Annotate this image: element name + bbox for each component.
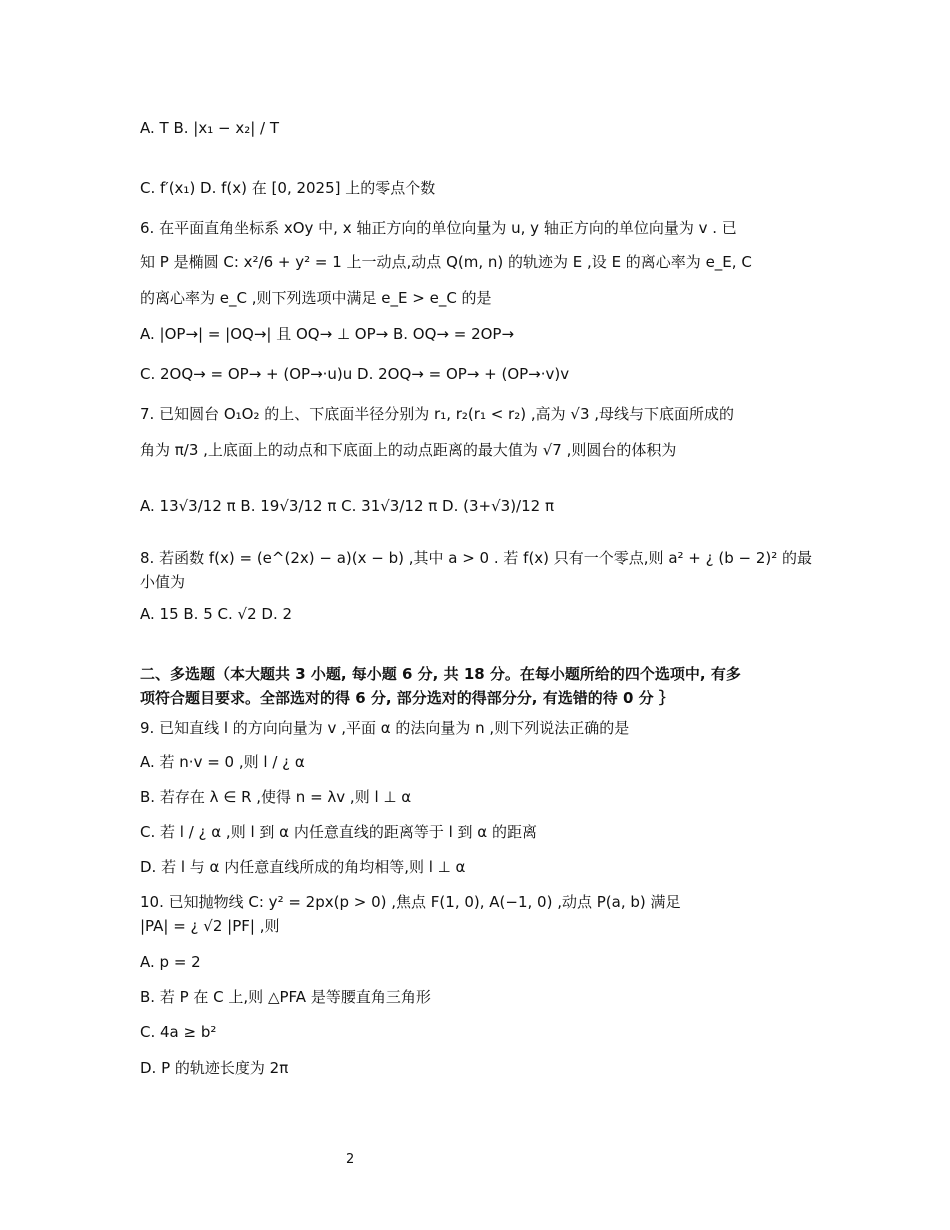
line-q10-l1: 10. 已知抛物线 C: y² = 2px(p > 0) ,焦点 F(1, 0), A(−1, 0) ,动点 P(a, b) 满足 <box>140 893 681 911</box>
line-q6-l3: 的离心率为 e_C ,则下列选项中满足 e_E > e_C 的是 <box>140 289 492 307</box>
line-q9-stem: 9. 已知直线 l 的方向向量为 v ,平面 α 的法向量为 n ,则下列说法正确的是 <box>140 719 630 737</box>
line-q9-d: D. 若 l 与 α 内任意直线所成的角均相等,则 l ⊥ α <box>140 858 466 876</box>
line-q10-c: C. 4a ≥ b² <box>140 1023 217 1041</box>
line-q7-l2: 角为 π/3 ,上底面上的动点和下底面上的动点距离的最大值为 √7 ,则圆台的体积为 <box>140 441 677 459</box>
line-sec2-l2: 项符合题目要求。全部选对的得 6 分, 部分选对的得部分分, 有选错的待 0 分 ｝ <box>140 689 674 707</box>
line-q9-b: B. 若存在 λ ∈ R ,使得 n = λv ,则 l ⊥ α <box>140 788 412 806</box>
line-q6-l2: 知 P 是椭圆 C: x²/6 + y² = 1 上一动点,动点 Q(m, n) 的轨迹为 E ,设 E 的离心率为 e_E, C <box>140 253 752 271</box>
line-q8-l1: 8. 若函数 f(x) = (e^(2x) − a)(x − b) ,其中 a > 0 . 若 f(x) 只有一个零点,则 a² + ¿ (b − 2)² 的最 <box>140 549 813 567</box>
line-q10-a: A. p = 2 <box>140 953 201 971</box>
line-q5-opt-ab: A. T B. |x₁ − x₂| / T <box>140 119 280 137</box>
line-sec2-l1: 二、多选题（本大题共 3 小题, 每小题 6 分, 共 18 分。在每小题所给的四个选项中, 有多 <box>140 665 741 683</box>
line-q5-opt-cd: C. f′(x₁) D. f(x) 在 [0, 2025] 上的零点个数 <box>140 179 436 197</box>
line-q9-c: C. 若 l / ¿ α ,则 l 到 α 内任意直线的距离等于 l 到 α 的距离 <box>140 823 537 841</box>
line-q6-opt-cd: C. 2OQ→ = OP→ + (OP→·u)u D. 2OQ→ = OP→ + (OP→·v)v <box>140 365 570 383</box>
line-q8-opts: A. 15 B. 5 C. √2 D. 2 <box>140 605 293 623</box>
line-q6-opt-ab: A. |OP→| = |OQ→| 且 OQ→ ⊥ OP→ B. OQ→ = 2OP→ <box>140 325 515 343</box>
line-q7-l1: 7. 已知圆台 O₁O₂ 的上、下底面半径分别为 r₁, r₂(r₁ < r₂) ,高为 √3 ,母线与下底面所成的 <box>140 405 735 423</box>
line-q10-l2: |PA| = ¿ √2 |PF| ,则 <box>140 917 280 935</box>
line-q6-l1: 6. 在平面直角坐标系 xOy 中, x 轴正方向的单位向量为 u, y 轴正方向的单位向量为 v . 已 <box>140 219 737 237</box>
line-q10-d: D. P 的轨迹长度为 2π <box>140 1059 289 1077</box>
page-number: 2 <box>346 1152 355 1167</box>
line-q10-b: B. 若 P 在 C 上,则 △PFA 是等腰直角三角形 <box>140 988 431 1006</box>
line-q8-l2: 小值为 <box>140 573 186 591</box>
line-q7-opts: A. 13√3/12 π B. 19√3/12 π C. 31√3/12 π D. (3+√3)/12 π <box>140 497 555 515</box>
line-q9-a: A. 若 n·v = 0 ,则 l / ¿ α <box>140 753 305 771</box>
